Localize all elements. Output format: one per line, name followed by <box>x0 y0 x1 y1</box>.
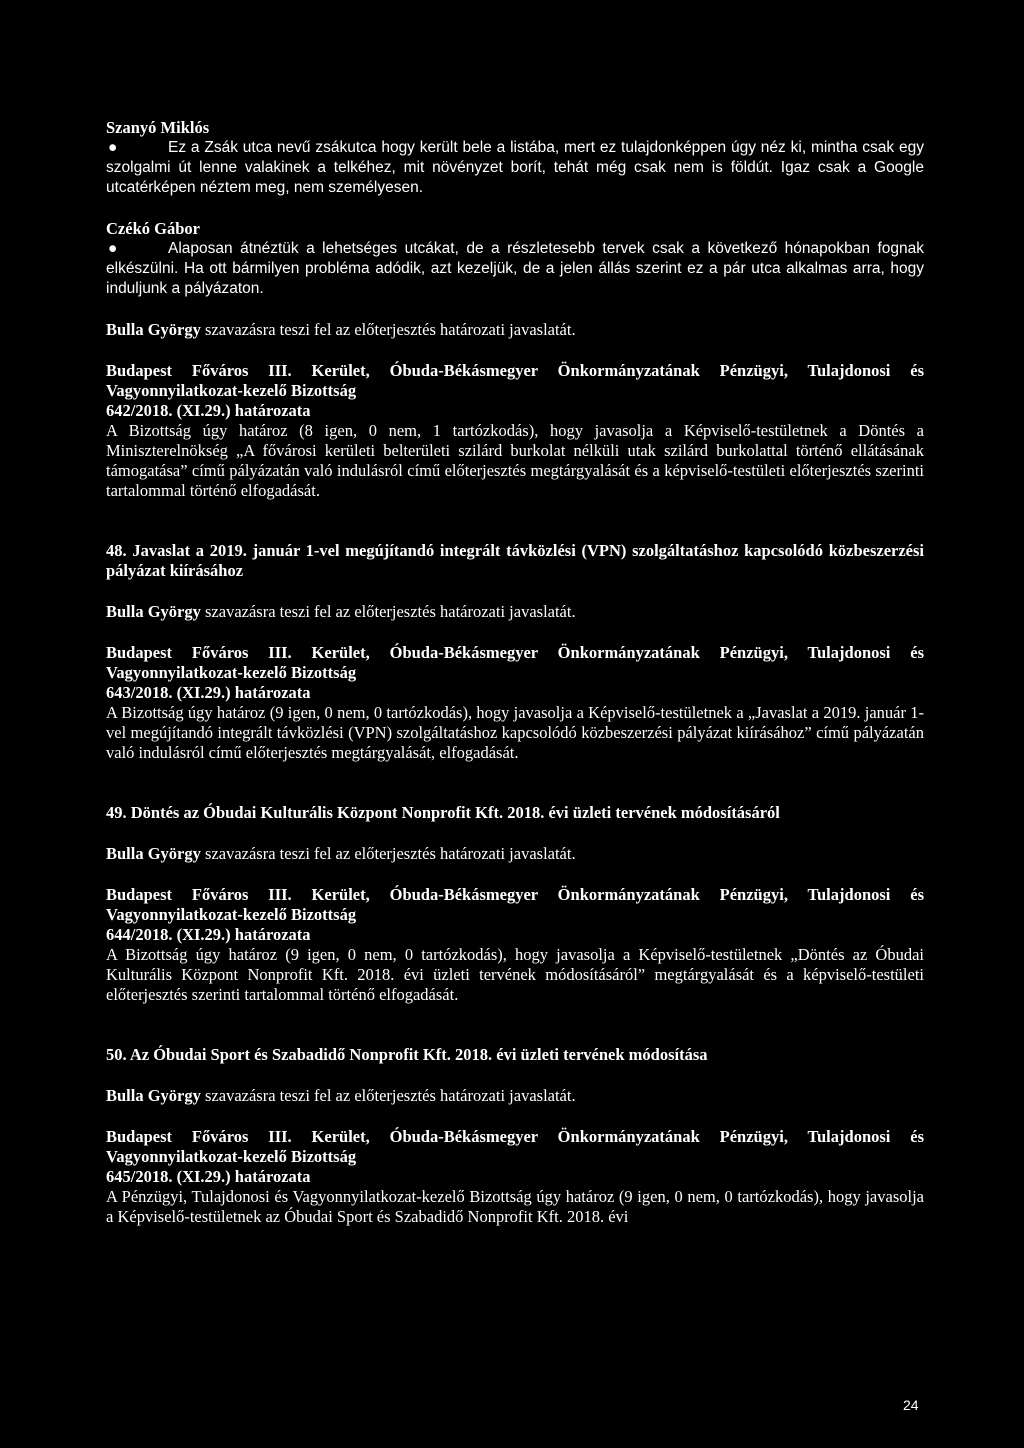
resolution-text: A Pénzügyi, Tulajdonosi és Vagyonnyilatkozat-kezelő Bizottság úgy határoz (9 igen, 0 nem, 0 tartózkodás), hogy javasolja a Képviselő-testületnek az Óbudai Sport és Szabadidő Nonprofit Kft. 2018. évi <box>106 1187 924 1226</box>
committee-name: Budapest Főváros III. Kerület, Óbuda-Békásmegyer Önkormányzatának Pénzügyi, Tulajdonosi és Vagyonnyilatkozat-kezelő Bizottság <box>106 1127 924 1166</box>
bullet-icon: ● <box>108 139 118 156</box>
resolution-text: A Bizottság úgy határoz (9 igen, 0 nem, 0 tartózkodás), hogy javasolja a Képviselő-testületnek a „Javaslat a 2019. január 1-vel megújítandó integrált távközlési (VPN) szolgáltatáshoz kapcsolódó közbeszerzési pályázat kiírásához” című pályázatán való indulásról című előterjesztés megtárgyalását, elfogadását. <box>106 703 924 762</box>
resolution-text: A Bizottság úgy határoz (9 igen, 0 nem, 0 tartózkodás), hogy javasolja a Képviselő-testületnek „Döntés az Óbudai Kulturális Központ Nonprofit Kft. 2018. évi üzleti tervének módosításáról” megtárgyalását és a képviselő-testületi előterjesztés szerinti tartalommal történő elfogadását. <box>106 945 924 1004</box>
chair-name: Bulla György <box>106 844 201 863</box>
bullet-icon: ● <box>108 240 118 257</box>
committee-name: Budapest Főváros III. Kerület, Óbuda-Békásmegyer Önkormányzatának Pénzügyi, Tulajdonosi és Vagyonnyilatkozat-kezelő Bizottság <box>106 885 924 924</box>
vote-line <box>106 320 924 340</box>
vote-text: szavazásra teszi fel az előterjesztés határozati javaslatát. <box>200 602 576 621</box>
vote-text: szavazásra teszi fel az előterjesztés határozati javaslatát. <box>200 320 576 339</box>
vote-text: szavazásra teszi fel az előterjesztés határozati javaslatát. <box>200 1086 576 1105</box>
agenda-item-title: 49. Döntés az Óbudai Kulturális Központ Nonprofit Kft. 2018. évi üzleti tervének módosításáról <box>106 803 780 822</box>
statement-text: Alaposan átnéztük a lehetséges utcákat, de a részletesebb tervek csak a következő hónapokban fognak elkészülni. Ha ott bármilyen probléma adódik, azt kezeljük, de a jelen állás szerint ez a pár utca alkalmas arra, hogy induljunk a pályázaton. <box>106 240 924 297</box>
vote-line <box>106 602 924 622</box>
resolution-number: 645/2018. (XI.29.) határozata <box>106 1167 311 1186</box>
committee-name: Budapest Főváros III. Kerület, Óbuda-Békásmegyer Önkormányzatának Pénzügyi, Tulajdonosi és Vagyonnyilatkozat-kezelő Bizottság <box>106 361 924 400</box>
committee-name: Budapest Főváros III. Kerület, Óbuda-Békásmegyer Önkormányzatának Pénzügyi, Tulajdonosi és Vagyonnyilatkozat-kezelő Bizottság <box>106 643 924 682</box>
resolution-text: A Bizottság úgy határoz (8 igen, 0 nem, 1 tartózkodás), hogy javasolja a Képviselő-testületnek a Döntés a Miniszterelnökség „A fővárosi kerületi belterületi szilárd burkolat nélküli utak szilárd burkolattal történő ellátásának támogatása” című pályázatán való indulásról című előterjesztés megtárgyalását és a képviselő-testületi előterjesztés szerinti tartalommal történő elfogadását. <box>106 421 924 500</box>
agenda-item-title: 50. Az Óbudai Sport és Szabadidő Nonprofit Kft. 2018. évi üzleti tervének módosítása <box>106 1045 708 1064</box>
resolution-number: 642/2018. (XI.29.) határozata <box>106 401 311 420</box>
resolution-number: 644/2018. (XI.29.) határozata <box>106 925 311 944</box>
document-page <box>106 118 924 1227</box>
vote-line <box>106 1086 924 1106</box>
vote-text: szavazásra teszi fel az előterjesztés határozati javaslatát. <box>200 844 576 863</box>
speaker-statement <box>106 138 924 198</box>
resolution-number: 643/2018. (XI.29.) határozata <box>106 683 311 702</box>
speaker-name: Czékó Gábor <box>106 219 200 238</box>
chair-name: Bulla György <box>106 1086 201 1105</box>
speaker-statement <box>106 239 924 299</box>
statement-text: Ez a Zsák utca nevű zsákutca hogy került bele a listába, mert ez tulajdonképpen úgy néz ki, mintha csak egy szolgalmi út lenne valakinek a telkéhez, mit növényzet borít, tehát még csak nem is földút. Igaz csak a Google utcatérképen néztem meg, nem személyesen. <box>106 139 924 196</box>
vote-line <box>106 844 924 864</box>
page-number: 24 <box>903 1397 919 1413</box>
chair-name: Bulla György <box>106 602 201 621</box>
agenda-item-title: 48. Javaslat a 2019. január 1-vel megújítandó integrált távközlési (VPN) szolgáltatáshoz kapcsolódó közbeszerzési pályázat kiírásához <box>106 541 924 580</box>
speaker-name: Szanyó Miklós <box>106 118 210 137</box>
chair-name: Bulla György <box>106 320 201 339</box>
